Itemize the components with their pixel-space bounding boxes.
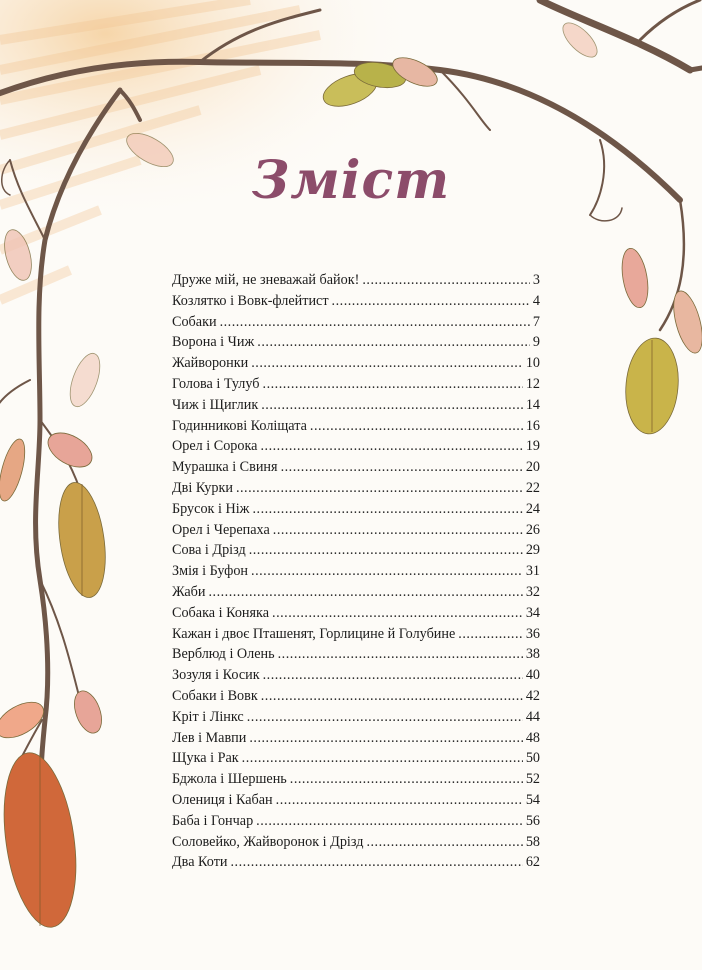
dot-leader — [256, 813, 523, 830]
toc-entry-title: Собака і Коняка — [172, 604, 270, 621]
dot-leader — [332, 293, 530, 310]
toc-entry — [172, 355, 540, 376]
toc-entry — [172, 626, 540, 647]
toc-entry-page: 62 — [525, 854, 540, 871]
dot-leader — [272, 605, 523, 622]
toc-entry — [172, 542, 540, 563]
toc-entry-page: 29 — [525, 542, 540, 559]
dot-leader — [236, 480, 523, 497]
dot-leader — [290, 771, 523, 788]
toc-entry-page: 48 — [525, 729, 540, 746]
toc-entry-page: 44 — [525, 708, 540, 725]
toc-entry-title: Олениця і Кабан — [172, 791, 273, 808]
toc-entry-title: Ворона і Чиж — [172, 334, 255, 351]
toc-entry — [172, 522, 540, 543]
toc-entry-title: Друже мій, не зневажай байок! — [172, 272, 360, 288]
toc-entry — [172, 459, 540, 480]
toc-entry-title: Годинникові Коліщата — [172, 417, 307, 434]
toc-entry — [172, 813, 540, 834]
toc-entry — [172, 834, 540, 855]
toc-entry-title: Верблюд і Олень — [172, 646, 275, 663]
toc-entry-page: 56 — [525, 812, 540, 829]
toc-entry-title: Два Коти — [172, 854, 228, 871]
dot-leader — [251, 563, 523, 580]
toc-entry-title: Змія і Буфон — [172, 563, 249, 580]
toc-entry-title: Бджола і Шершень — [172, 771, 287, 788]
toc-entry-page: 52 — [525, 771, 540, 788]
toc-entry-title: Жаби — [172, 583, 206, 600]
toc-entry-title: Баба і Гончар — [172, 812, 254, 829]
toc-entry — [172, 438, 540, 459]
dot-leader — [249, 542, 523, 559]
toc-entry-title: Жайворонки — [172, 355, 249, 372]
dot-leader — [273, 522, 523, 539]
toc-entry — [172, 334, 540, 355]
toc-entry — [172, 854, 540, 875]
toc-entry-page: 22 — [525, 479, 540, 496]
toc-entry-title: Голова і Тулуб — [172, 375, 260, 392]
toc-entry-page: 19 — [525, 438, 540, 455]
toc-entry-title: Лев і Мавпи — [172, 729, 247, 746]
toc-entry-page: 26 — [525, 521, 540, 538]
toc-entry — [172, 314, 540, 335]
table-of-contents — [172, 272, 540, 875]
toc-entry-page: 3 — [532, 272, 540, 288]
toc-entry — [172, 750, 540, 771]
toc-entry-title: Чиж і Щиглик — [172, 396, 259, 413]
dot-leader — [251, 355, 523, 372]
dot-leader — [220, 314, 530, 331]
toc-entry-page: 42 — [525, 687, 540, 704]
dot-leader — [263, 376, 523, 393]
toc-entry-title: Орел і Черепаха — [172, 521, 270, 538]
toc-entry — [172, 418, 540, 439]
toc-entry — [172, 501, 540, 522]
page-title: Зміст — [251, 150, 451, 211]
toc-entry-title: Мурашка і Свиня — [172, 459, 278, 476]
toc-entry-page: 14 — [525, 396, 540, 413]
toc-entry — [172, 709, 540, 730]
dot-leader — [257, 334, 530, 351]
toc-entry-page: 20 — [525, 459, 540, 476]
toc-entry-title: Брусок і Ніж — [172, 500, 250, 517]
dot-leader — [278, 646, 523, 663]
toc-entry-title: Кріт і Лінкс — [172, 708, 244, 725]
dot-leader — [249, 730, 522, 747]
toc-entry-page: 40 — [525, 667, 540, 684]
toc-entry — [172, 584, 540, 605]
toc-entry-page: 24 — [525, 500, 540, 517]
toc-entry-page: 31 — [525, 563, 540, 580]
toc-entry — [172, 688, 540, 709]
toc-entry-page: 38 — [525, 646, 540, 663]
dot-leader — [208, 584, 522, 601]
dot-leader — [263, 667, 523, 684]
toc-entry-page: 10 — [525, 355, 540, 372]
dot-leader — [260, 438, 522, 455]
dot-leader — [458, 626, 523, 643]
toc-entry-title: Щука і Рак — [172, 750, 239, 767]
toc-entry-title: Сова і Дрізд — [172, 542, 246, 559]
toc-entry-title: Орел і Сорока — [172, 438, 258, 455]
toc-entry-title: Кажан і двоє Пташенят, Горлицине й Голубине — [172, 625, 456, 642]
toc-entry-title: Зозуля і Косик — [172, 667, 260, 684]
toc-entry-page: 36 — [525, 625, 540, 642]
dot-leader — [231, 854, 523, 871]
toc-entry — [172, 272, 540, 293]
toc-entry-page: 50 — [525, 750, 540, 767]
dot-leader — [252, 501, 522, 518]
toc-entry — [172, 792, 540, 813]
toc-entry-page: 54 — [525, 791, 540, 808]
dot-leader — [242, 750, 523, 767]
toc-entry-page: 16 — [525, 417, 540, 434]
toc-entry — [172, 730, 540, 751]
dot-leader — [310, 418, 523, 435]
toc-entry-title: Собаки — [172, 313, 217, 330]
toc-entry-title: Дві Курки — [172, 479, 233, 496]
toc-entry — [172, 563, 540, 584]
toc-entry — [172, 771, 540, 792]
toc-entry-page: 9 — [532, 334, 540, 351]
dot-leader — [281, 459, 523, 476]
toc-entry — [172, 293, 540, 314]
dot-leader — [276, 792, 523, 809]
toc-entry — [172, 480, 540, 501]
dot-leader — [261, 688, 523, 705]
dot-leader — [247, 709, 523, 726]
toc-entry-page: 7 — [532, 313, 540, 330]
toc-entry — [172, 376, 540, 397]
toc-entry — [172, 605, 540, 626]
toc-entry-page: 12 — [525, 375, 540, 392]
toc-entry — [172, 646, 540, 667]
toc-entry — [172, 397, 540, 418]
toc-entry-page: 4 — [532, 292, 540, 309]
toc-entry-title: Козлятко і Вовк-флейтист — [172, 292, 329, 309]
dot-leader — [261, 397, 523, 414]
toc-entry-page: 34 — [525, 604, 540, 621]
dot-leader — [362, 272, 530, 289]
dot-leader — [366, 834, 522, 851]
toc-entry-page: 32 — [525, 583, 540, 600]
toc-entry-title: Соловейко, Жайворонок і Дрізд — [172, 833, 364, 850]
toc-entry-page: 58 — [525, 833, 540, 850]
toc-entry-title: Собаки і Вовк — [172, 687, 258, 704]
toc-entry — [172, 667, 540, 688]
